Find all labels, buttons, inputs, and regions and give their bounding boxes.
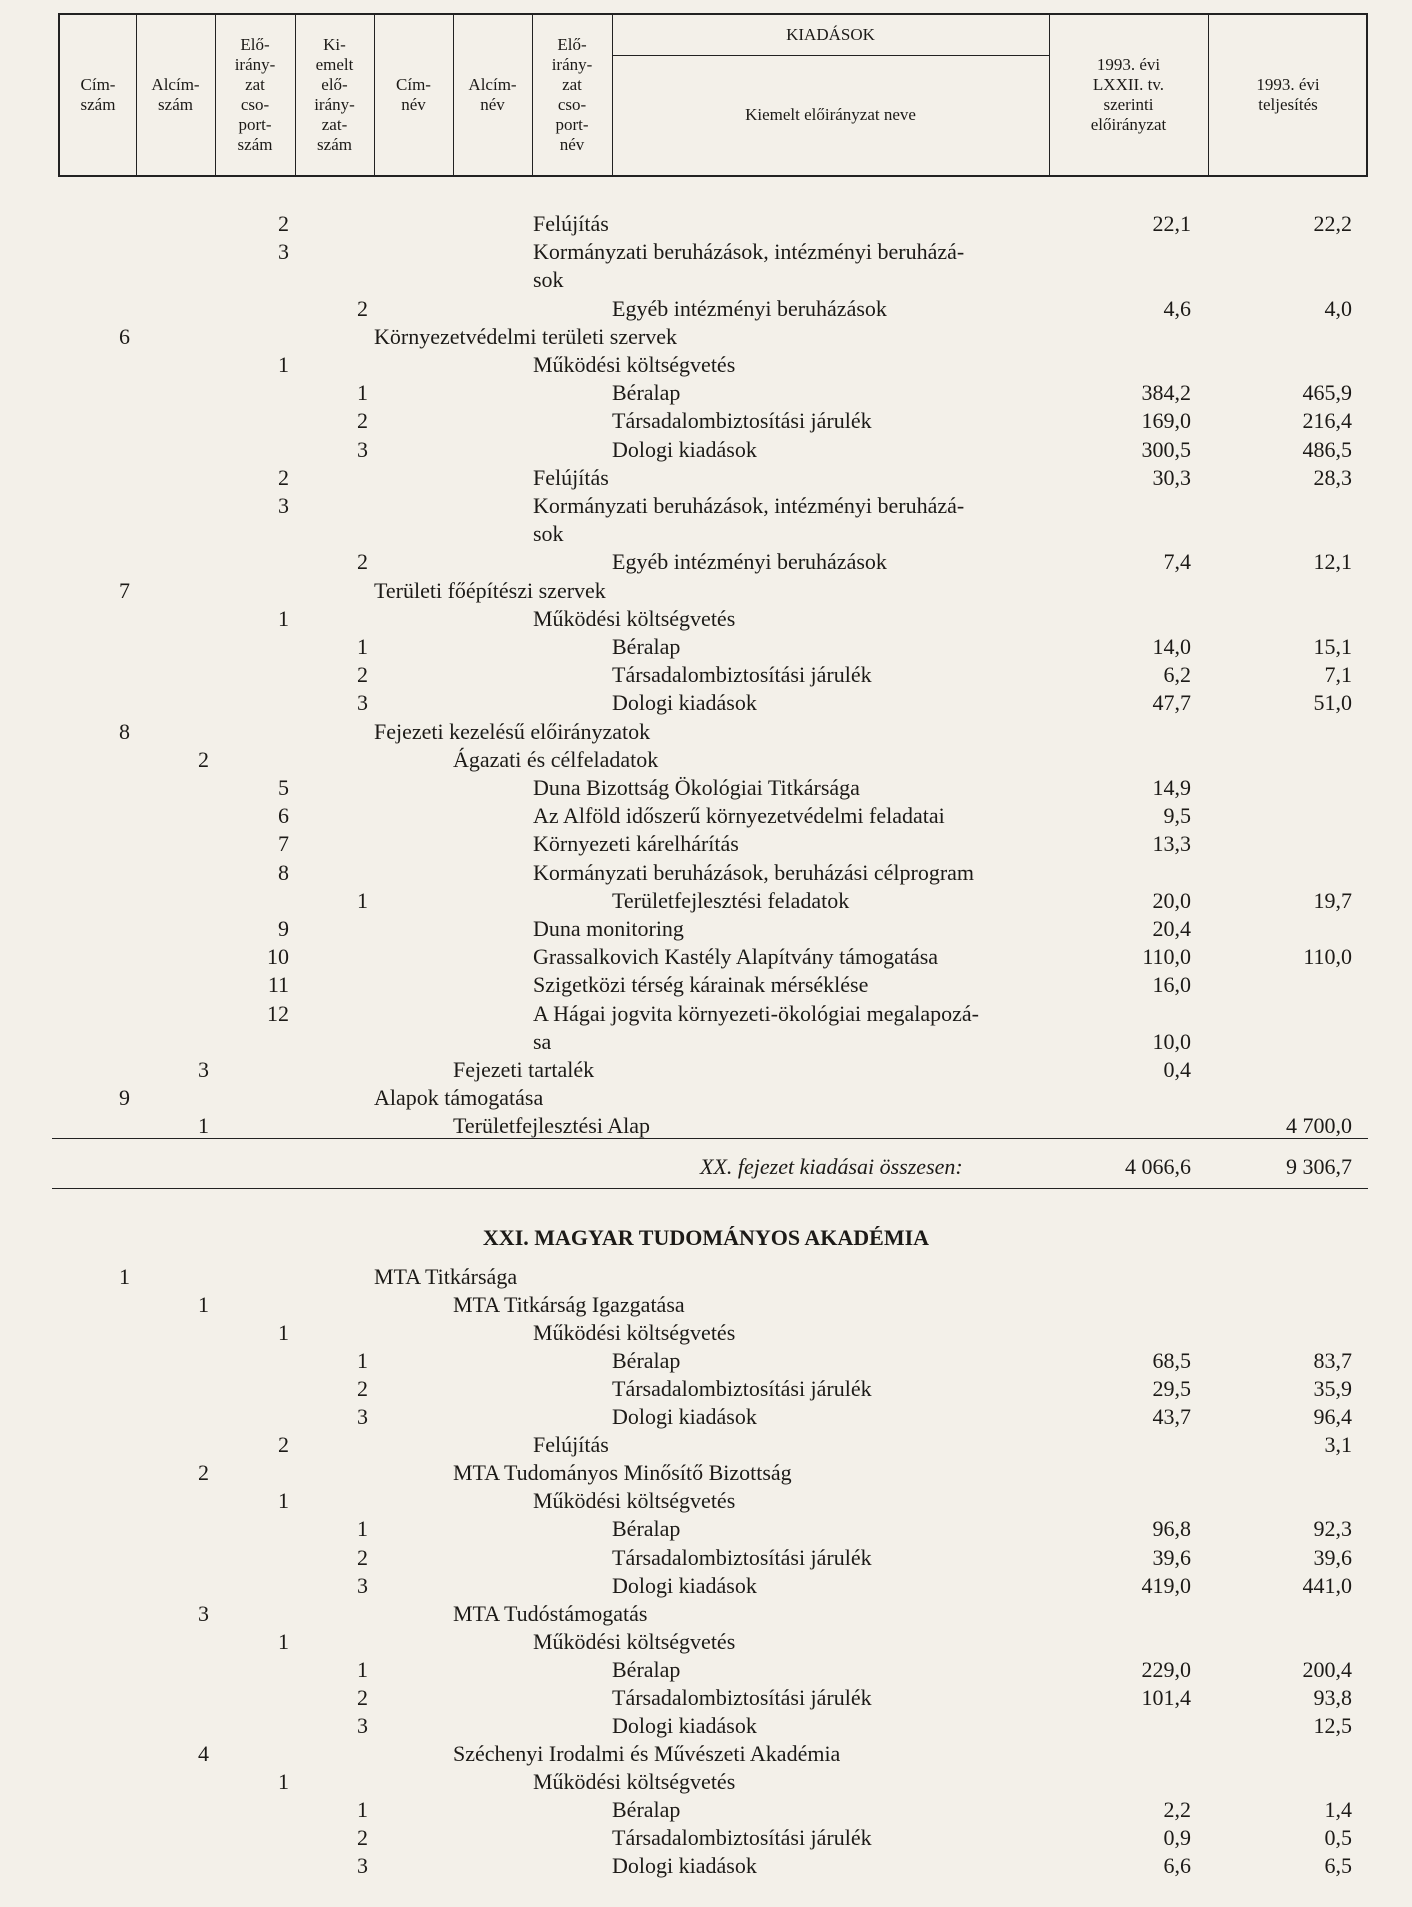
item-name-cell: Társadalombiztosítási járulék (612, 408, 872, 434)
item-name-cell: Dologi kiadások (612, 1712, 757, 1738)
alcimszam-cell: 1 (198, 1292, 209, 1318)
teljesites-cell: 96,4 (1313, 1404, 1352, 1430)
table-row (0, 577, 1412, 605)
csoport-szam-cell: 3 (278, 239, 289, 265)
header-eloiranyzat: 1993. évi LXXII. tv. szerinti előirányzat (1090, 55, 1167, 134)
teljesites-cell: 216,4 (1302, 408, 1352, 434)
csoport-szam-cell: 6 (278, 803, 289, 829)
table-row (0, 1028, 1412, 1056)
header-csoport-szam: Elő- irány- zat cso- port- szám (234, 35, 276, 154)
item-name-cell: Működési költségvetés (533, 352, 736, 377)
item-name-cell: Béralap (612, 634, 681, 659)
item-name-cell: Területi főépítészi szervek (374, 577, 606, 603)
csoport-szam-cell: 1 (278, 352, 289, 377)
teljesites-cell: 93,8 (1313, 1684, 1352, 1710)
eloiranyzat-cell: 229,0 (1141, 1656, 1191, 1682)
table-row (0, 746, 1412, 774)
item-name-cell: Felújítás (533, 211, 609, 236)
alcimszam-cell: 4 (198, 1740, 209, 1766)
table-row (0, 1600, 1412, 1628)
teljesites-cell: 35,9 (1313, 1376, 1352, 1402)
teljesites-cell: 3,1 (1324, 1432, 1352, 1458)
item-name-cell: Egyéb intézményi beruházások (612, 295, 887, 321)
item-name-cell: Alapok támogatása (374, 1085, 544, 1111)
item-name-cell: Területfejlesztési feladatok (612, 887, 850, 913)
kiemelt-szam-cell: 1 (357, 1348, 368, 1374)
alcimszam-cell: 2 (198, 1460, 209, 1486)
item-name-cell: Béralap (612, 380, 681, 406)
eloiranyzat-cell: 101,4 (1141, 1684, 1191, 1710)
table-row (0, 520, 1412, 548)
item-name-cell: Dologi kiadások (612, 1572, 757, 1598)
total-label: XX. fejezet kiadásai összesen: (700, 1154, 963, 1179)
header-kiemelt-szam: Ki- emelt elő- irány- zat- szám (314, 35, 355, 154)
table-row (0, 661, 1412, 689)
table-row (0, 943, 1412, 971)
table-row (0, 1628, 1412, 1656)
kiemelt-szam-cell: 3 (357, 1404, 368, 1430)
table-row (0, 1347, 1412, 1375)
kiemelt-szam-cell: 2 (357, 295, 368, 321)
kiemelt-szam-cell: 2 (357, 1544, 368, 1570)
item-name-cell: Működési költségvetés (533, 1628, 736, 1654)
csoport-szam-cell: 1 (278, 605, 289, 631)
csoport-szam-cell: 2 (278, 211, 289, 236)
eloiranyzat-cell: 6,2 (1163, 662, 1191, 688)
kiemelt-szam-cell: 1 (357, 887, 368, 913)
item-name-cell: Fejezeti kezelésű előirányzatok (374, 718, 651, 744)
teljesites-cell: 6,5 (1324, 1853, 1352, 1879)
table-row (0, 1712, 1412, 1740)
eloiranyzat-cell: 68,5 (1152, 1348, 1191, 1374)
kiemelt-szam-cell: 2 (357, 1684, 368, 1710)
table-row (0, 1656, 1412, 1684)
item-name-cell: Duna Bizottság Ökológiai Titkársága (533, 775, 860, 800)
eloiranyzat-cell: 47,7 (1152, 690, 1191, 716)
header-kiemelt-nev: Kiemelt előirányzat neve (745, 105, 916, 124)
csoport-szam-cell: 7 (278, 831, 289, 857)
alcimszam-cell: 3 (198, 1057, 209, 1082)
kiemelt-szam-cell: 3 (357, 436, 368, 462)
csoport-szam-cell: 3 (278, 493, 289, 518)
item-name-cell: MTA Tudományos Minősítő Bizottság (453, 1460, 792, 1486)
eloiranyzat-cell: 4,6 (1163, 295, 1191, 321)
table-row (0, 802, 1412, 830)
teljesites-cell: 486,5 (1302, 436, 1352, 462)
eloiranyzat-cell: 0,9 (1163, 1825, 1191, 1850)
item-name-cell: Társadalombiztosítási járulék (612, 1825, 872, 1850)
table-row (0, 1515, 1412, 1543)
teljesites-cell: 12,5 (1313, 1712, 1352, 1738)
eloiranyzat-cell: 110,0 (1142, 944, 1191, 970)
item-name-cell: A Hágai jogvita környezeti-ökológiai megalapozá- (533, 1000, 979, 1026)
eloiranyzat-cell: 0,4 (1163, 1057, 1191, 1082)
total-rule (52, 1188, 1368, 1189)
item-name-cell: Széchenyi Irodalmi és Művészeti Akadémia (453, 1740, 841, 1766)
eloiranyzat-cell: 419,0 (1141, 1572, 1191, 1598)
eloiranyzat-cell: 13,3 (1152, 831, 1191, 857)
kiemelt-szam-cell: 3 (357, 690, 368, 716)
table-row (0, 971, 1412, 999)
table-row (0, 1768, 1412, 1796)
eloiranyzat-cell: 20,0 (1152, 887, 1191, 913)
csoport-szam-cell: 11 (267, 972, 289, 998)
alcimszam-cell: 1 (198, 1113, 209, 1139)
header-alcimnev: Alcím- név (468, 75, 517, 114)
table-row (0, 1000, 1412, 1028)
teljesites-cell: 4,0 (1324, 295, 1352, 321)
eloiranyzat-cell: 22,1 (1152, 211, 1191, 236)
header-teljesites: 1993. évi teljesítés (1256, 75, 1320, 114)
csoport-szam-cell: 12 (267, 1000, 289, 1026)
eloiranyzat-cell: 39,6 (1152, 1544, 1191, 1570)
item-name-cell: Béralap (612, 1656, 681, 1682)
kiemelt-szam-cell: 1 (357, 1796, 368, 1822)
item-name-cell: Környezeti kárelhárítás (533, 831, 739, 857)
item-name-cell: Dologi kiadások (612, 1404, 757, 1430)
table-row (0, 1263, 1412, 1291)
table-row (0, 1824, 1412, 1852)
table-row (0, 492, 1412, 520)
table-row (0, 1319, 1412, 1347)
table-row (0, 718, 1412, 746)
table-row (0, 1291, 1412, 1319)
item-name-cell: Duna monitoring (533, 916, 684, 941)
csoport-szam-cell: 1 (278, 1320, 289, 1346)
table-row (0, 464, 1412, 492)
eloiranyzat-cell: 300,5 (1141, 436, 1191, 462)
item-name-cell: Kormányzati beruházások, intézményi beruházá- (533, 493, 965, 518)
table-row (0, 605, 1412, 633)
item-name-cell: Társadalombiztosítási járulék (612, 662, 872, 688)
item-name-cell: Felújítás (533, 1432, 609, 1458)
table-row (0, 830, 1412, 858)
table-row (0, 407, 1412, 435)
total-eloiranyzat: 4 066,6 (1125, 1154, 1191, 1179)
kiemelt-szam-cell: 2 (357, 1825, 368, 1850)
table-row (0, 1740, 1412, 1768)
cimszam-cell: 7 (119, 577, 130, 603)
teljesites-cell: 1,4 (1324, 1796, 1352, 1822)
item-name-cell: MTA Titkársága (374, 1264, 518, 1289)
csoport-szam-cell: 1 (278, 1488, 289, 1514)
teljesites-cell: 0,5 (1324, 1825, 1352, 1850)
kiemelt-szam-cell: 2 (357, 549, 368, 575)
item-name-cell: Társadalombiztosítási járulék (612, 1544, 872, 1570)
item-name-cell: sok (533, 521, 564, 547)
teljesites-cell: 7,1 (1324, 662, 1352, 688)
table-row (0, 1572, 1412, 1600)
table-row (0, 1056, 1412, 1084)
kiemelt-szam-cell: 3 (357, 1572, 368, 1598)
teljesites-cell: 12,1 (1313, 549, 1352, 575)
item-name-cell: Környezetvédelmi területi szervek (374, 323, 677, 349)
teljesites-cell: 200,4 (1302, 1656, 1352, 1682)
csoport-szam-cell: 1 (278, 1628, 289, 1654)
cimszam-cell: 1 (119, 1264, 130, 1289)
kiemelt-szam-cell: 1 (357, 634, 368, 659)
teljesites-cell: 51,0 (1313, 690, 1352, 716)
table-row (0, 295, 1412, 323)
item-name-cell: Társadalombiztosítási járulék (612, 1684, 872, 1710)
item-name-cell: MTA Titkárság Igazgatása (453, 1292, 685, 1318)
teljesites-cell: 39,6 (1313, 1544, 1352, 1570)
teljesites-cell: 83,7 (1313, 1348, 1352, 1374)
table-row (0, 1112, 1412, 1140)
item-name-cell: MTA Tudóstámogatás (453, 1600, 648, 1626)
item-name-cell: Felújítás (533, 464, 609, 490)
item-name-cell: Az Alföld időszerű környezetvédelmi feladatai (533, 803, 945, 829)
header-cimszam: Cím- szám (80, 75, 116, 114)
eloiranyzat-cell: 9,5 (1163, 803, 1191, 829)
item-name-cell: Területfejlesztési Alap (453, 1113, 650, 1139)
eloiranyzat-cell: 30,3 (1152, 464, 1191, 490)
cimszam-cell: 9 (119, 1085, 130, 1111)
table-row (0, 351, 1412, 379)
csoport-szam-cell: 2 (278, 1432, 289, 1458)
teljesites-cell: 441,0 (1302, 1572, 1352, 1598)
eloiranyzat-cell: 169,0 (1141, 408, 1191, 434)
eloiranyzat-cell: 16,0 (1152, 972, 1191, 998)
eloiranyzat-cell: 96,8 (1152, 1516, 1191, 1542)
table-row (0, 436, 1412, 464)
kiemelt-szam-cell: 3 (357, 1712, 368, 1738)
table-row (0, 548, 1412, 576)
kiemelt-szam-cell: 2 (357, 662, 368, 688)
item-name-cell: Béralap (612, 1796, 681, 1822)
alcimszam-cell: 2 (198, 746, 209, 772)
item-name-cell: Társadalombiztosítási járulék (612, 1376, 872, 1402)
csoport-szam-cell: 2 (278, 464, 289, 490)
section-title: XXI. MAGYAR TUDOMÁNYOS AKADÉMIA (482, 1225, 930, 1250)
kiemelt-szam-cell: 1 (357, 1656, 368, 1682)
kiemelt-szam-cell: 2 (357, 1376, 368, 1402)
eloiranyzat-cell: 20,4 (1152, 916, 1191, 941)
total-rule (52, 1138, 1368, 1139)
eloiranyzat-cell: 6,6 (1163, 1853, 1191, 1879)
eloiranyzat-cell: 2,2 (1163, 1796, 1191, 1822)
item-name-cell: sok (533, 267, 564, 293)
eloiranyzat-cell: 29,5 (1152, 1376, 1191, 1402)
table-row (0, 887, 1412, 915)
kiemelt-szam-cell: 3 (357, 1853, 368, 1879)
item-name-cell: Béralap (612, 1516, 681, 1542)
teljesites-cell: 15,1 (1313, 634, 1352, 659)
teljesites-cell: 28,3 (1313, 464, 1352, 490)
item-name-cell: Kormányzati beruházások, beruházási célprogram (533, 859, 975, 885)
table-row (0, 1796, 1412, 1824)
eloiranyzat-cell: 14,9 (1152, 775, 1191, 800)
csoport-szam-cell: 9 (278, 916, 289, 941)
table-row (0, 1684, 1412, 1712)
eloiranyzat-cell: 384,2 (1141, 380, 1191, 406)
eloiranyzat-cell: 10,0 (1152, 1028, 1191, 1054)
table-row (0, 1375, 1412, 1403)
table-row (0, 323, 1412, 351)
header-kiadasok: KIADÁSOK (786, 25, 875, 44)
table-row (0, 1544, 1412, 1572)
table-row (0, 774, 1412, 802)
alcimszam-cell: 3 (198, 1600, 209, 1626)
item-name-cell: Működési költségvetés (533, 1768, 736, 1794)
item-name-cell: Egyéb intézményi beruházások (612, 549, 887, 575)
item-name-cell: Működési költségvetés (533, 1488, 736, 1514)
kiemelt-szam-cell: 1 (357, 1516, 368, 1542)
cimszam-cell: 8 (119, 718, 130, 744)
item-name-cell: Működési költségvetés (533, 605, 736, 631)
cimszam-cell: 6 (119, 323, 130, 349)
table-row (0, 633, 1412, 661)
teljesites-cell: 110,0 (1303, 944, 1352, 970)
item-name-cell: sa (533, 1028, 552, 1054)
item-name-cell: Kormányzati beruházások, intézményi beruházá- (533, 239, 965, 265)
item-name-cell: Működési költségvetés (533, 1320, 736, 1346)
csoport-szam-cell: 8 (278, 859, 289, 885)
header-csoport-nev: Elő- irány- zat cso- port- név (551, 35, 593, 154)
table-row (0, 915, 1412, 943)
teljesites-cell: 22,2 (1313, 211, 1352, 236)
table-row (0, 1852, 1412, 1880)
kiemelt-szam-cell: 2 (357, 408, 368, 434)
table-row (0, 689, 1412, 717)
teljesites-cell: 19,7 (1313, 887, 1352, 913)
table-row (0, 1084, 1412, 1112)
csoport-szam-cell: 10 (267, 944, 289, 970)
header-cimnev: Cím- név (396, 75, 431, 114)
csoport-szam-cell: 1 (278, 1768, 289, 1794)
eloiranyzat-cell: 43,7 (1152, 1404, 1191, 1430)
header-alcimszam: Alcím- szám (151, 75, 200, 114)
eloiranyzat-cell: 7,4 (1163, 549, 1191, 575)
eloiranyzat-cell: 14,0 (1152, 634, 1191, 659)
total-teljesites: 9 306,7 (1286, 1154, 1352, 1179)
total-row (0, 1153, 1412, 1181)
item-name-cell: Dologi kiadások (612, 690, 757, 716)
teljesites-cell: 92,3 (1313, 1516, 1352, 1542)
item-name-cell: Ágazati és célfeladatok (453, 746, 659, 772)
table-row (0, 1487, 1412, 1515)
item-name-cell: Grassalkovich Kastély Alapítvány támogatása (533, 944, 939, 970)
table-row (0, 210, 1412, 238)
item-name-cell: Dologi kiadások (612, 1853, 757, 1879)
table-row (0, 1431, 1412, 1459)
table-header (58, 13, 1368, 177)
kiemelt-szam-cell: 1 (357, 380, 368, 406)
table-row (0, 1403, 1412, 1431)
item-name-cell: Dologi kiadások (612, 436, 757, 462)
table-row (0, 266, 1412, 294)
item-name-cell: Szigetközi térség kárainak mérséklése (533, 972, 869, 998)
teljesites-cell: 4 700,0 (1286, 1113, 1352, 1139)
item-name-cell: Béralap (612, 1348, 681, 1374)
table-row (0, 859, 1412, 887)
teljesites-cell: 465,9 (1302, 380, 1352, 406)
item-name-cell: Fejezeti tartalék (453, 1057, 595, 1082)
table-row (0, 238, 1412, 266)
table-row (0, 379, 1412, 407)
table-row (0, 1459, 1412, 1487)
csoport-szam-cell: 5 (278, 775, 289, 800)
